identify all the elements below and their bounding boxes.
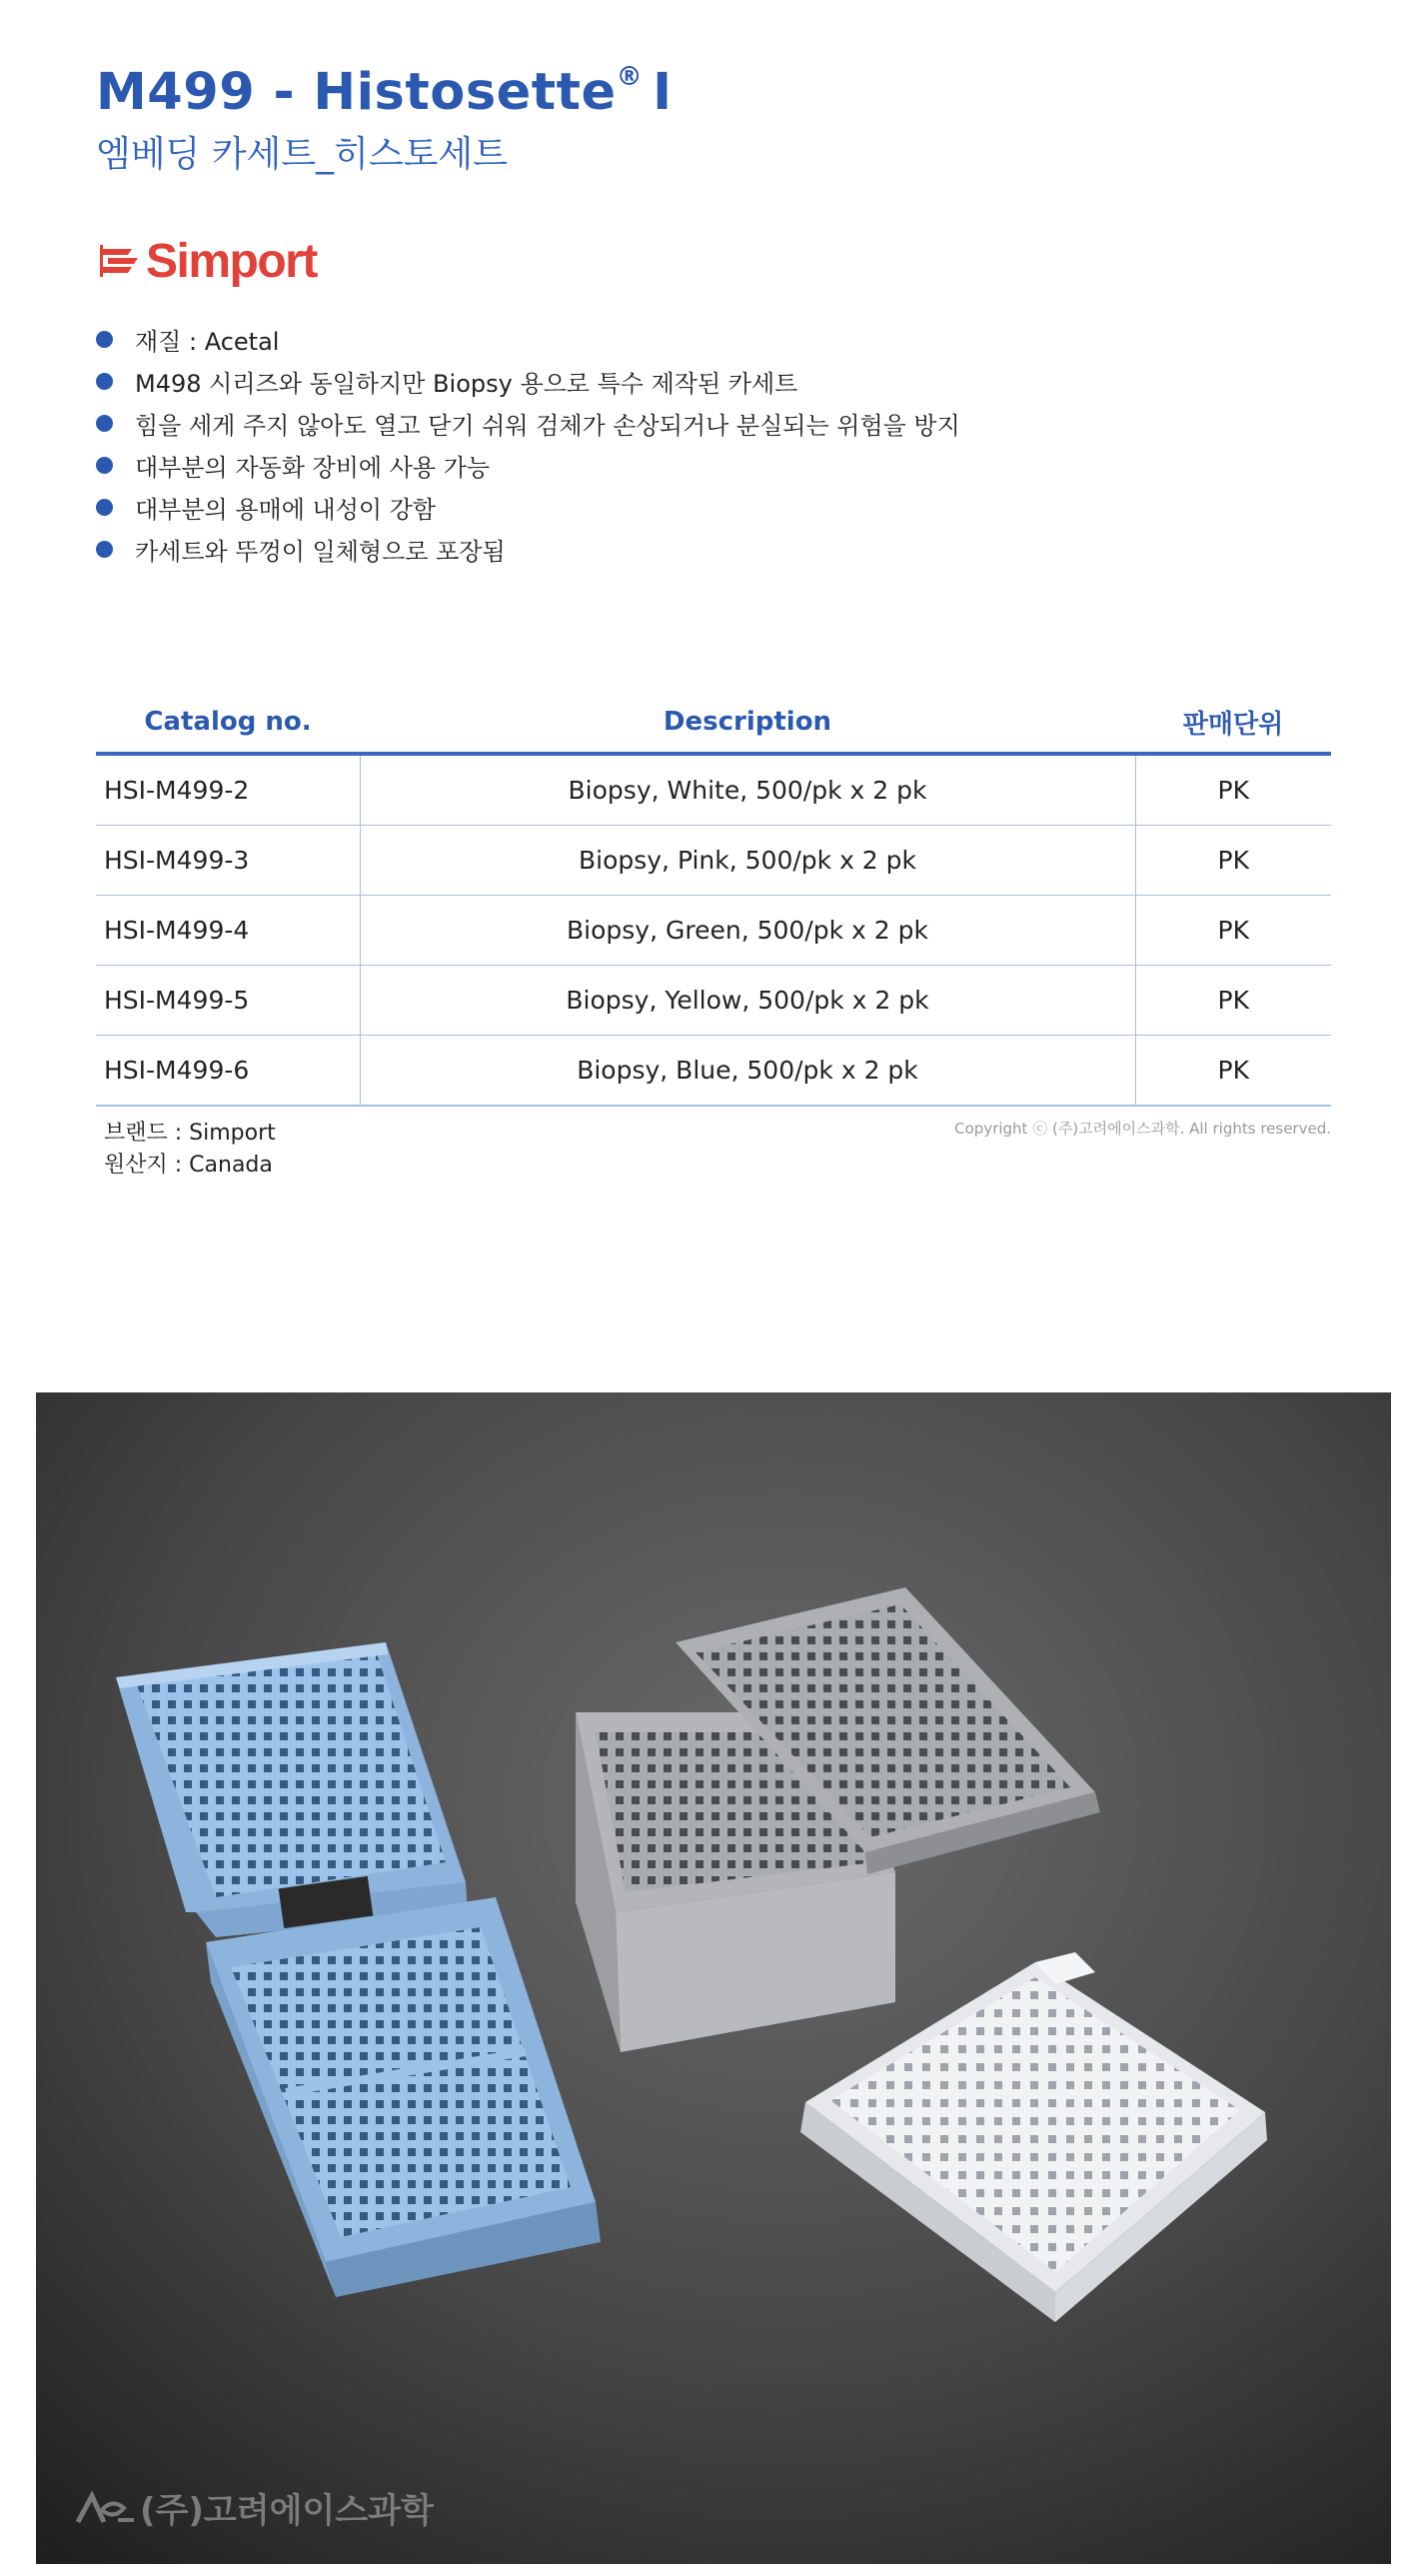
feature-text: 카세트와 뚜껑이 일체형으로 포장됨 bbox=[135, 537, 506, 566]
product-photo bbox=[36, 1392, 1391, 2564]
feature-item bbox=[96, 444, 960, 486]
table-row bbox=[96, 966, 1331, 1036]
catalog-cell: HSI-M499-5 bbox=[96, 966, 360, 1036]
table-row bbox=[96, 1036, 1331, 1107]
description-cell: Biopsy, Yellow, 500/pk x 2 pk bbox=[360, 966, 1135, 1036]
catalog-cell: HSI-M499-6 bbox=[96, 1036, 360, 1107]
table-row bbox=[96, 826, 1331, 896]
description-cell: Biopsy, Pink, 500/pk x 2 pk bbox=[360, 826, 1135, 896]
catalog-cell: HSI-M499-4 bbox=[96, 896, 360, 966]
feature-item bbox=[96, 486, 960, 528]
brand-line: 브랜드 : Simport bbox=[104, 1121, 276, 1146]
bullet-icon bbox=[96, 415, 113, 432]
title-text: M499 - Histosette bbox=[96, 63, 617, 122]
unit-cell: PK bbox=[1135, 896, 1331, 966]
feature-text: M498 시리즈와 동일하지만 Biopsy 용으로 특수 제작된 카세트 bbox=[135, 369, 798, 398]
simport-mark-icon bbox=[98, 239, 142, 283]
title-suffix: I bbox=[653, 63, 673, 122]
bullet-icon bbox=[96, 457, 113, 474]
watermark-text: (주)고려에이스과학 bbox=[140, 2491, 434, 2531]
product-meta bbox=[104, 1118, 276, 1182]
catalog-table bbox=[96, 692, 1331, 1107]
feature-item bbox=[96, 402, 960, 444]
cassettes-illustration bbox=[36, 1392, 1391, 2564]
feature-text: 대부분의 자동화 장비에 사용 가능 bbox=[135, 453, 491, 482]
header-description: Description bbox=[360, 692, 1135, 754]
table-row bbox=[96, 896, 1331, 966]
table-header-row bbox=[96, 692, 1331, 754]
page-subtitle: 엠베딩 카세트_히스토세트 bbox=[96, 134, 508, 175]
description-cell: Biopsy, Blue, 500/pk x 2 pk bbox=[360, 1036, 1135, 1107]
feature-item bbox=[96, 528, 960, 570]
registered-mark: ® bbox=[616, 62, 644, 92]
unit-cell: PK bbox=[1135, 1036, 1331, 1107]
page-title bbox=[96, 62, 673, 122]
bullet-icon bbox=[96, 331, 113, 348]
simport-logo-text: Simport bbox=[146, 234, 317, 288]
company-logo-icon bbox=[74, 2488, 136, 2528]
feature-text: 재질 : Acetal bbox=[135, 327, 280, 356]
company-watermark bbox=[74, 2483, 434, 2532]
description-cell: Biopsy, Green, 500/pk x 2 pk bbox=[360, 896, 1135, 966]
feature-item bbox=[96, 360, 960, 402]
catalog-cell: HSI-M499-3 bbox=[96, 826, 360, 896]
copyright-notice: Copyright ⓒ (주)고려에이스과학. All rights reserved. bbox=[954, 1120, 1331, 1138]
header-catalog: Catalog no. bbox=[96, 692, 360, 754]
simport-logo bbox=[98, 232, 317, 290]
feature-item bbox=[96, 318, 960, 360]
bullet-icon bbox=[96, 373, 113, 390]
feature-text: 힘을 세게 주지 않아도 열고 닫기 쉬워 검체가 손상되거나 분실되는 위험을 방지 bbox=[135, 411, 960, 440]
description-cell: Biopsy, White, 500/pk x 2 pk bbox=[360, 754, 1135, 826]
header-unit: 판매단위 bbox=[1135, 692, 1331, 754]
table-row bbox=[96, 754, 1331, 826]
catalog-cell: HSI-M499-2 bbox=[96, 754, 360, 826]
bullet-icon bbox=[96, 499, 113, 516]
origin-line: 원산지 : Canada bbox=[104, 1153, 273, 1178]
unit-cell: PK bbox=[1135, 754, 1331, 826]
bullet-icon bbox=[96, 541, 113, 558]
feature-text: 대부분의 용매에 내성이 강함 bbox=[135, 495, 437, 524]
unit-cell: PK bbox=[1135, 966, 1331, 1036]
unit-cell: PK bbox=[1135, 826, 1331, 896]
feature-list bbox=[96, 318, 960, 570]
